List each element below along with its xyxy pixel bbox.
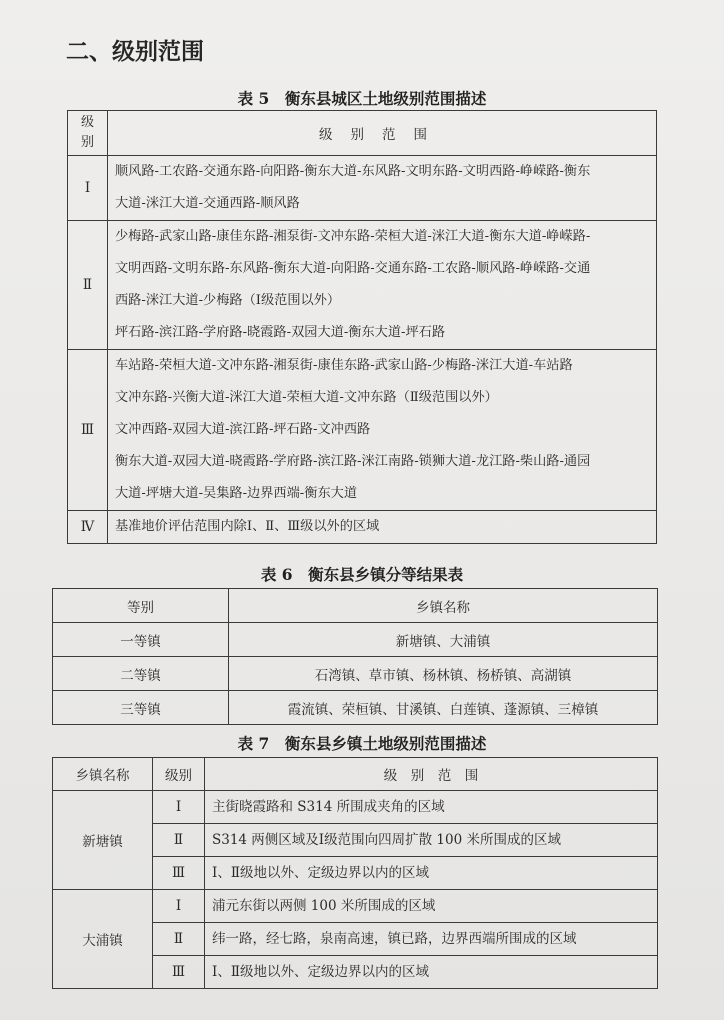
table6-towns-cell: 石湾镇、草市镇、杨林镇、杨桥镇、高湖镇 [229, 657, 658, 691]
table6-towns-cell: 霞流镇、荣桓镇、甘溪镇、白莲镇、蓬源镇、三樟镇 [229, 691, 658, 725]
table6-grade-cell: 一等镇 [53, 623, 229, 657]
table7-level-cell: Ⅰ [153, 890, 205, 923]
table6-towns-cell: 新塘镇、大浦镇 [229, 623, 658, 657]
table6-header-row [53, 589, 658, 623]
table6 [52, 588, 658, 725]
table7-range-cell: Ⅰ、Ⅱ级地以外、定级边界以内的区域 [205, 857, 658, 890]
table7-level-cell: Ⅲ [153, 857, 205, 890]
table7-header-row [53, 758, 658, 791]
table5-row [68, 350, 657, 511]
table5 [67, 110, 657, 544]
table7-row [53, 890, 658, 923]
table5-caption: 表 5 衡东县城区土地级别范围描述 [237, 89, 487, 108]
table5-range-cell: 少梅路-武家山路-康佳东路-湘泵街-文冲东路-荣桓大道-洣江大道-衡东大道-峥嵘路- 文明西路-文明东路-东风路-衡东大道-向阳路-交通东路-工农路-顺风路-峥嵘路-交通 西路-洣江大道-少梅路（Ⅰ级范围以外） 坪石路-滨江路-学府路-晓霞路-双园大道-衡东大道-坪石路 [108, 221, 657, 350]
table7-range-cell: 浦元东街以两侧 100 米所围成的区域 [205, 890, 658, 923]
section-title: 二、级别范围 [66, 39, 204, 65]
table7-range-cell: 纬一路，经七路，泉南高速，镇已路，边界西端所围成的区域 [205, 923, 658, 956]
table5-level-cell: Ⅲ [68, 350, 108, 511]
table7-header-range: 级 别 范 围 [205, 758, 658, 791]
table5-range-cell: 顺风路-工农路-交通东路-向阳路-衡东大道-东风路-文明东路-文明西路-峥嵘路-衡东 大道-洣江大道-交通西路-顺风路 [108, 156, 657, 221]
table7 [52, 757, 658, 989]
table5-row [68, 221, 657, 350]
table7-town-cell: 大浦镇 [53, 890, 153, 989]
table7-row [53, 791, 658, 824]
table5-header-level: 级 别 [68, 111, 108, 156]
table5-level-cell: Ⅱ [68, 221, 108, 350]
table7-level-cell: Ⅱ [153, 824, 205, 857]
table5-level-cell: Ⅰ [68, 156, 108, 221]
table6-grade-cell: 三等镇 [53, 691, 229, 725]
table5-header-row [68, 111, 657, 156]
table5-row [68, 511, 657, 544]
table7-range-cell: S314 两侧区域及Ⅰ级范围向四周扩散 100 米所围成的区域 [205, 824, 658, 857]
table7-level-cell: Ⅲ [153, 956, 205, 989]
table6-row [53, 657, 658, 691]
table6-header-grade: 等别 [53, 589, 229, 623]
table7-range-cell: Ⅰ、Ⅱ级地以外、定级边界以内的区域 [205, 956, 658, 989]
table6-row [53, 691, 658, 725]
table6-row [53, 623, 658, 657]
table7-town-cell: 新塘镇 [53, 791, 153, 890]
table7-level-cell: Ⅰ [153, 791, 205, 824]
table6-grade-cell: 二等镇 [53, 657, 229, 691]
table5-header-range: 级别范围 [108, 111, 657, 156]
table5-level-cell: Ⅳ [68, 511, 108, 544]
table5-range-cell: 车站路-荣桓大道-文冲东路-湘泵街-康佳东路-武家山路-少梅路-洣江大道-车站路 文冲东路-兴衡大道-洣江大道-荣桓大道-文冲东路（Ⅱ级范围以外） 文冲西路-双园大道-滨江路-坪石路-文冲西路 衡东大道-双园大道-晓霞路-学府路-滨江路-洣江南路-锁狮大道-龙江路-柴山路-通园 大道-坪塘大道-吴集路-边界西端-衡东大道 [108, 350, 657, 511]
table5-range-cell: 基准地价评估范围内除Ⅰ、Ⅱ、Ⅲ级以外的区域 [108, 511, 657, 544]
table7-header-level: 级别 [153, 758, 205, 791]
table6-header-towns: 乡镇名称 [229, 589, 658, 623]
table5-row [68, 156, 657, 221]
table7-header-town: 乡镇名称 [53, 758, 153, 791]
table7-range-cell: 主街晓霞路和 S314 所围成夹角的区域 [205, 791, 658, 824]
table7-caption: 表 7 衡东县乡镇土地级别范围描述 [237, 734, 487, 753]
table6-caption: 表 6 衡东县乡镇分等结果表 [260, 565, 464, 584]
table7-level-cell: Ⅱ [153, 923, 205, 956]
